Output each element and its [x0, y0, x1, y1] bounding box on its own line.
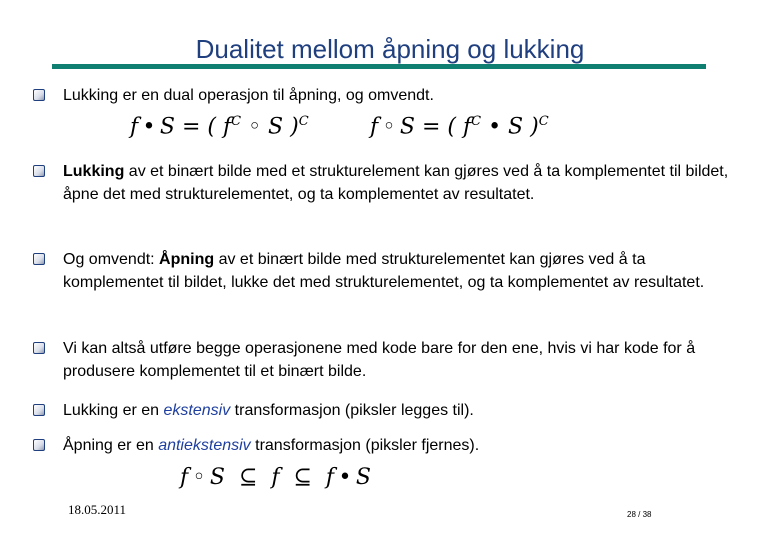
checkbox-bullet-icon	[33, 253, 45, 265]
bullet-text: Lukking er en dual operasjon til åpning, og omvendt.	[63, 87, 434, 104]
bullet-antiextensive: Åpning er en antiekstensiv transformasjon (piksler fjernes).	[33, 434, 733, 457]
formula-opening-duality: f ◦ S = ( $f^C$ • S )$^C$	[370, 114, 549, 140]
bullet-code-reuse: Vi kan altså utføre begge operasjonene med kode bare for den ene, hvis vi har kode for å produsere komplementet til et binært bilde.	[33, 337, 733, 383]
page-title: Dualitet mellom åpning og lukking	[195, 34, 585, 64]
checkbox-bullet-icon	[33, 342, 45, 354]
checkbox-bullet-icon	[33, 89, 45, 101]
emphasis-ekstensiv: ekstensiv	[163, 402, 231, 419]
checkbox-bullet-icon	[33, 165, 45, 177]
bullet-duality	[33, 84, 733, 107]
emphasis-antiekstensiv: antiekstensiv	[158, 437, 251, 454]
emphasis-apning: Åpning	[159, 251, 215, 268]
formula-inclusion: f ◦ S ⊆ f ⊆ f • S	[180, 465, 371, 490]
formula-closing-duality: f • S = ( $f^C$ ◦ S )$^C$	[130, 114, 309, 140]
bullet-extensive: Lukking er en ekstensiv transformasjon (piksler legges til).	[33, 399, 733, 422]
checkbox-bullet-icon	[33, 404, 45, 416]
bullet-opening-via-complement: Og omvendt: Åpning av et binært bilde med strukturelementet kan gjøres ved å ta komplementet til bildet, lukke det med strukturelementet, og ta komplementet av resultatet.	[33, 248, 733, 294]
bullet-closing-via-complement: Lukking av et binært bilde med et strukturelement kan gjøres ved å ta komplementet til bildet, åpne det med strukturelementet, og ta komplementet av resultatet.	[33, 160, 733, 206]
title-underline	[52, 64, 706, 69]
footer-date: 18.05.2011	[68, 502, 127, 517]
footer-page-number: 28 / 38	[627, 510, 652, 519]
checkbox-bullet-icon	[33, 439, 45, 451]
emphasis-lukking: Lukking	[63, 163, 125, 180]
